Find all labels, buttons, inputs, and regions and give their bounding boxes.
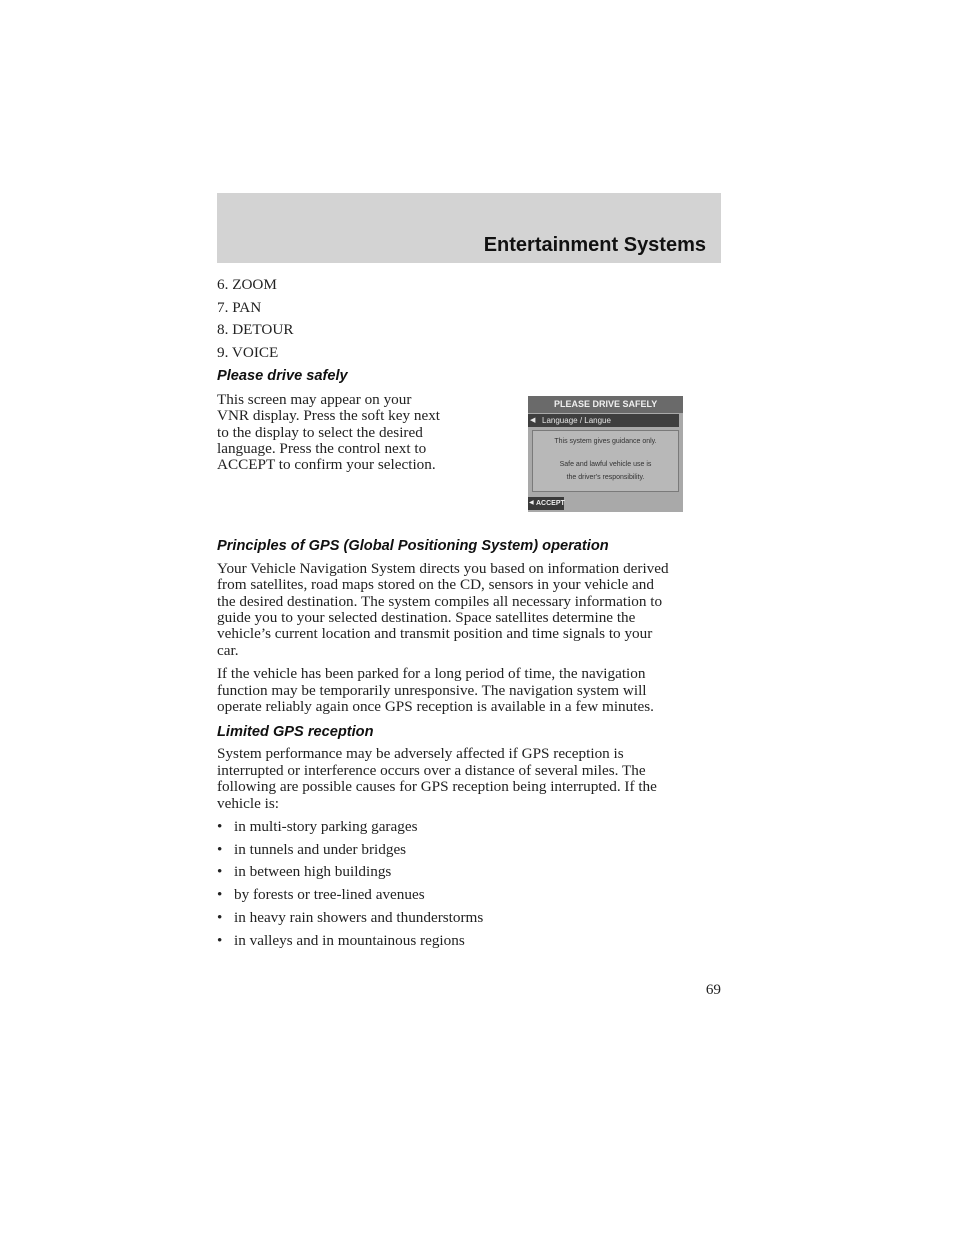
page-number: 69 (705, 981, 721, 998)
list-item: • by forests or tree-lined avenues (217, 886, 425, 904)
text-line: language. Press the control next to (217, 439, 427, 457)
text-line: Your Vehicle Navigation System directs you based on information derived (217, 559, 669, 577)
language-label: Language / Langue (542, 416, 611, 425)
text-line: If the vehicle has been parked for a long period of time, the navigation (217, 665, 646, 683)
text-line: car. (217, 641, 239, 659)
page-title: Entertainment Systems (483, 234, 706, 256)
accept-label: ACCEPT (536, 500, 565, 507)
bullet-icon: • (217, 908, 223, 926)
numbered-list (217, 277, 721, 361)
screen-message-line: the driver's responsibility. (566, 474, 645, 481)
section-heading-drive-safely: Please drive safely (217, 367, 348, 384)
list-item: 6. ZOOM (217, 276, 277, 293)
text-line: vehicle is: (217, 794, 279, 812)
bullet-icon: • (217, 931, 223, 949)
drive-safely-text (217, 392, 487, 474)
accept-soft-key[interactable] (528, 497, 564, 510)
limited-gps-paragraph (217, 746, 721, 812)
left-arrow-icon: ◀ (530, 417, 536, 424)
text-line: the desired destination. The system compiles all necessary information to (217, 592, 663, 610)
left-arrow-icon: ◀ (529, 500, 534, 506)
screen-message-line: This system gives guidance only. (554, 438, 657, 445)
text-line: function may be temporarily unresponsive. The navigation system will (217, 681, 647, 699)
bullet-icon: • (217, 863, 223, 881)
text-line: ACCEPT to confirm your selection. (217, 456, 436, 474)
list-item: • in heavy rain showers and thunderstorms (217, 908, 484, 926)
gps-principles-paragraph-1 (217, 561, 721, 659)
header-band (217, 193, 721, 263)
text-line: This screen may appear on your (217, 390, 412, 408)
text-line: vehicle’s current location and transmit position and time signals to your (217, 625, 653, 643)
screen-message-box (532, 430, 679, 492)
text-line: following are possible causes for GPS reception being interrupted. If the (217, 778, 657, 796)
page-content (217, 277, 721, 955)
list-item: • in valleys and in mountainous regions (217, 931, 465, 949)
section-heading-gps-principles: Principles of GPS (Global Positioning System) operation (217, 537, 609, 554)
language-soft-key[interactable] (528, 414, 679, 427)
bullet-icon: • (217, 840, 223, 858)
text-line: guide you to your selected destination. Space satellites determine the (217, 609, 636, 626)
vnr-display-screenshot (528, 396, 683, 512)
bullet-icon: • (217, 818, 223, 836)
list-item: 8. DETOUR (217, 321, 294, 339)
list-item: • in multi-story parking garages (217, 818, 418, 836)
list-item: 7. PAN (217, 298, 262, 316)
text-line: to the display to select the desired (217, 423, 423, 441)
screen-message-line: Safe and lawful vehicle use is (559, 461, 652, 468)
text-line: System performance may be adversely affected if GPS reception is (217, 745, 624, 763)
text-line: from satellites, road maps stored on the CD, sensors in your vehicle and (217, 576, 654, 594)
text-line: interrupted or interference occurs over a distance of several miles. The (217, 761, 646, 779)
gps-interruption-causes-list (217, 819, 721, 948)
list-item: • in tunnels and under bridges (217, 840, 407, 858)
list-item: • in between high buildings (217, 863, 392, 881)
text-line: operate reliably again once GPS reception is available in a few minutes. (217, 698, 654, 716)
screen-title: PLEASE DRIVE SAFELY (528, 396, 683, 413)
list-item: 9. VOICE (217, 344, 279, 362)
bullet-icon: • (217, 886, 223, 904)
section-heading-limited-gps: Limited GPS reception (217, 724, 374, 741)
text-line: VNR display. Press the soft key next (217, 407, 441, 425)
gps-principles-paragraph-2 (217, 666, 721, 715)
